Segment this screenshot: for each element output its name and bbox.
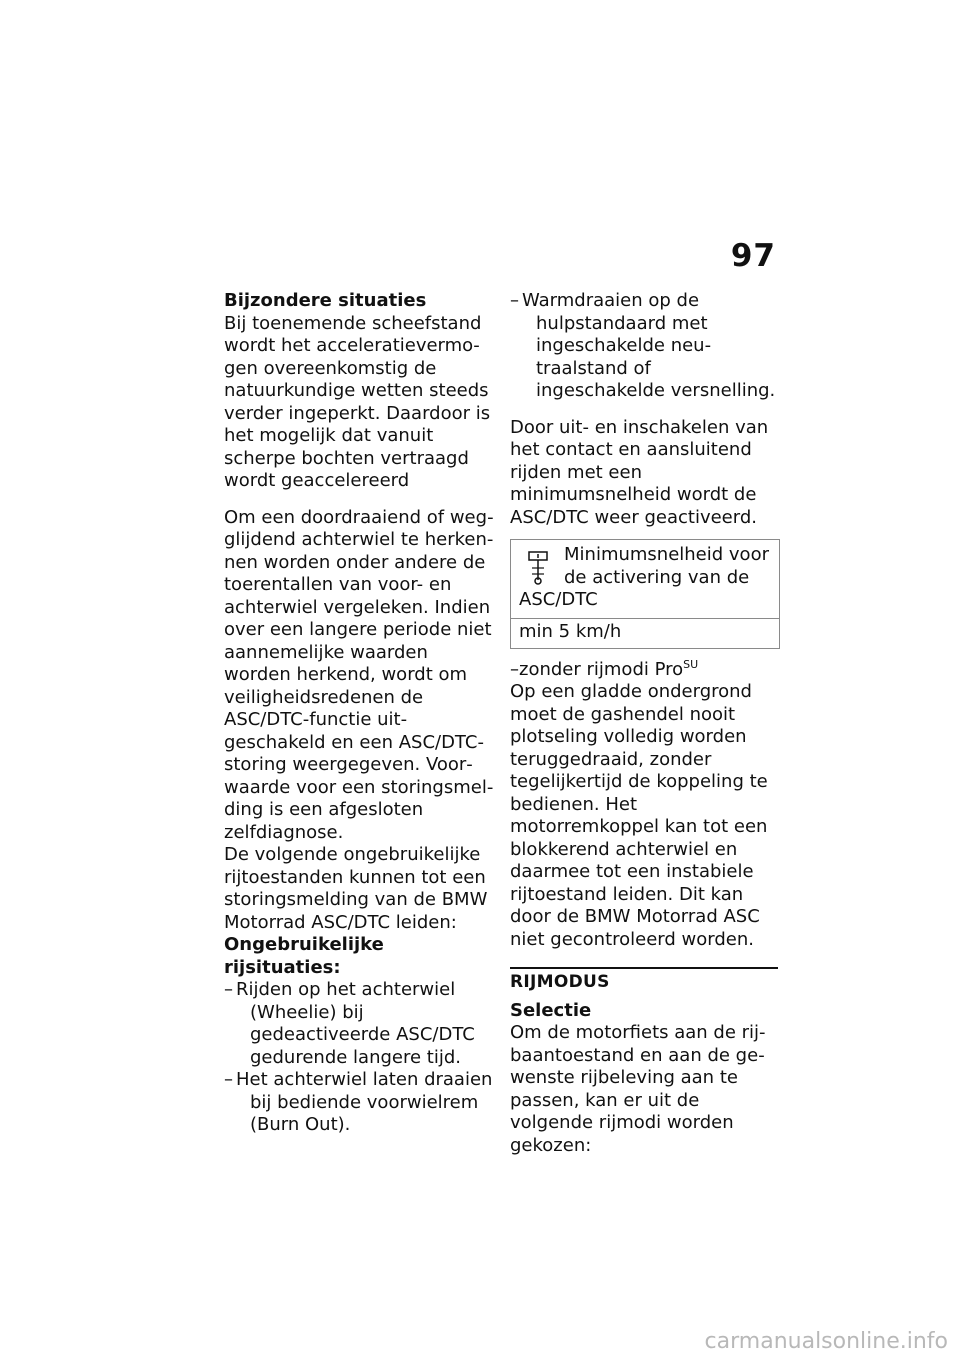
condition-superscript: SU <box>683 657 699 671</box>
heading-special-situations: Bijzondere situaties <box>224 290 427 311</box>
heading-unusual-situations: Ongebruikelijke rijsituaties: <box>224 934 384 978</box>
page-number: 97 <box>730 238 776 274</box>
watermark: carmanualsonline.info <box>704 1329 948 1354</box>
spec-value: min 5 km/h <box>511 618 779 648</box>
list-item-text: Rijden op het achterwiel (Wheelie) bij gedeactiveerde ASC/DTC gedurende langere tijd. <box>236 979 475 1068</box>
section-title: RIJMODUS <box>510 972 610 992</box>
dash-bullet: – <box>510 290 519 311</box>
paragraph-reactivation: Door uit- en inschakelen van het contact en aansluitend rijden met een minimumsnelheid wordt de ASC/DTC weer geactiveerd. <box>510 416 769 528</box>
spec-header <box>511 540 779 618</box>
speed-gauge-icon <box>527 550 549 586</box>
list-item <box>224 979 494 1069</box>
paragraph-unusual-intro: De volgende ongebruikelijke rijtoestanden kunnen tot een storingsmelding van de BMW Motorrad ASC/DTC leiden: <box>224 844 488 933</box>
spec-table <box>510 539 780 649</box>
right-column <box>510 290 780 1157</box>
list-item <box>224 1069 494 1137</box>
list-item-text: Warmdraaien op de hulpstandaard met ingeschakelde neutraalstand of ingeschakelde versnelling. <box>522 290 776 401</box>
spec-title-continued: ASC/DTC <box>519 589 598 610</box>
sub-heading: Selectie <box>510 999 592 1021</box>
paragraph-slippery-surface: Op een gladde ondergrond moet de gashendel nooit plotseling volledig worden teruggedraaid, zonder tegelijkertijd de koppeling te bedienen. Het motorremkoppel kan tot een blokkerend achterwiel en daarmee tot een instabiele rijtoestand leiden. Dit kan door de BMW Motorrad ASC niet gecontroleerd worden. <box>510 681 768 950</box>
condition-line: –zonder rijmodi Pro$^{SU}$ <box>510 657 699 680</box>
left-column <box>224 290 494 1137</box>
list-item <box>510 290 780 403</box>
spec-title: Minimumsnelheid voor de activering van de <box>564 544 769 588</box>
section-divider <box>510 967 778 969</box>
dash-bullet: – <box>224 1069 233 1090</box>
list-item-text: Het achterwiel laten draaien bij bediende voorwielrem (Burn Out). <box>236 1069 493 1135</box>
paragraph-lean-angle: Bij toenemende scheefstand wordt het acceleratievermogen overeenkomstig de natuurkundige wetten steeds verder ingeperkt. Daardoor is het mogelijk dat vanuit scherpe bochten vertraagd wordt geaccelereerd <box>224 312 491 491</box>
paragraph-wheel-detection: Om een doordraaiend of wegglijdend achterwiel te herkennen worden onder andere de toerentallen van voor- en achterwiel vergeleken. Indien over een langere periode niet aannemelijke waarden worden herkend, wordt om veiligheidsredenen de ASC/DTC-functie uitgeschakeld en een ASC/DTC-storing weergegeven. Voorwaarde voor een storingsmelding is een afgesloten zelfdiagnose. <box>224 506 494 843</box>
dash-bullet: – <box>224 979 233 1000</box>
paragraph-selection: Om de motorfiets aan de rijbaantoestand en aan de gewenste rijbeleving aan te passen, kan er uit de volgende rijmodi worden gekozen: <box>510 1022 766 1156</box>
condition-text: zonder rijmodi Pro <box>519 658 684 680</box>
